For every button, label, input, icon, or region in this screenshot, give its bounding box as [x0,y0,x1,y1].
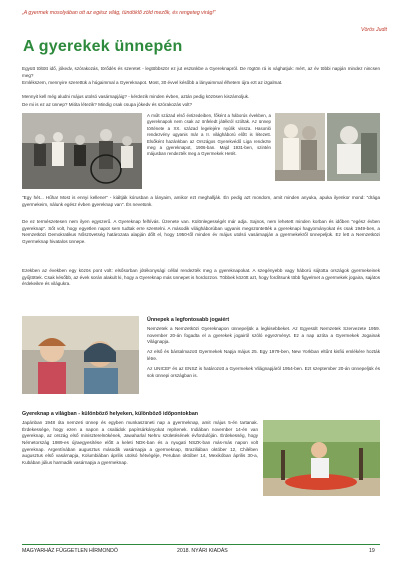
body-paragraph-1: De ez természetesen nem ilyen egyszerű. A Gyereknap felhívás. Üzenete van. Különlegességét már adja. Sajnos, nem lehetett minden korban és időben "egész évben gyereknap". Sőt volt, hogy egyetlen napot sem tudtak erre szentelni. A második világháborúban ugyanis megszüntették a gyereknapi hagyományokat és csak 1949-ben, a Nemzetközi Demokratikus Nőszövetség határozata alapján dőlt el, hogy 1950-től minden év május utolsó vasárnapján a gyermekekről ünnepeljük. Ez lett a Nemzetközi Gyermeknap hivatalos ünnepe. [22,219,380,244]
rights-paragraph-2: Az első és bántalmazott Gyermekek Napja május 25. Egy 1979-ben, New Yorkban eltűnt kisfiú emlékére hozták létre. [147,349,380,361]
historic-children-photo [22,113,142,189]
playground-photo [263,420,380,496]
epigraph-quote: „A gyermek mosolyában ott az egész világ, tündöklő zöld mezők, és rengeteg virág!” [22,10,216,16]
rights-heading: Ünnepek a legfontosabb jogaiért [147,317,230,323]
footer-publication: MAGYARHÁZ FÜGGETLEN HÍRMONDÓ [22,548,118,554]
rights-paragraph-3: Az UNICEF és az ENSZ is határozott a Gyermekek Világnapjáról 1954-ben. Ezt szeptember 20-án ünnepeljük és sok ünnepi országban is. [147,366,380,378]
memory-paragraph: "Egy hét... Hűha! Most is ennyi kellene!" - kiáltják kórusban a lányaim, amikor ezt meghallják. Én pedig azt mondom, amit minden anyuka, apuka ilyenkor mond: "drága gyermekeim, nálunk egész évben gyereknap van". És nevetünk. [22,195,380,207]
intro-paragraph-2: Emlékszem, mennyire szerettük a húgaimmal a Gyereknapot. Most, 30 évvel később a lányaimmal élhetem újra ezt az izgalmat. [22,80,283,85]
world-heading: Gyereknap a világban - különböző helyeken, különböző időpontokban [22,411,198,417]
intro-paragraph-4: De mi is ez az ünnep? Mióta létezik? Mindig csak csupa jókedv és szórakozás volt? [22,102,193,107]
footer-edition: 2018. NYÁRI KIADÁS [177,548,228,554]
body-paragraph-2: Ezekben az években egy közös pont volt: elsősorban jótékonysági céllal rendezték meg a gyereknapokat. A szegényebb vagy háború sújtotta országok gyermekeinek gyűjtöttek. Csak később, az évek során alakult ki, hogy a Gyereknap más ünnepet is hordozzon. Többek között azt, hogy fordítsunk több figyelmet a gyermekek jogaira, sajátos érdekeikre és világukra. [22,268,380,287]
children-playing-photo [22,316,139,394]
footer-page-number: 19 [369,548,375,554]
historic-girls-photo [275,113,325,181]
epigraph-author: Vörös Judit [361,27,387,33]
rights-paragraph-1: Nemzetek a Nemzetközi Gyereknapon ünnepeljük a legkisebbeket. Az Egyesült Nemzetek Szervezete 1959. november 20-án fogadta el a gyerekek jogairól szóló egyezményt. Ez a nap azóta a Gyermekek Jogainak Világnapja. [147,326,380,345]
article-title: A gyerekek ünnepén [23,38,183,55]
intro-paragraph-1: Együtt töltött idő, jókedv, szórakozás, törődés és szeretet - legtöbbször ez jut eszünkbe a Gyereknapról. De rögtön rá is vághatjuk: mért, az év többi napján mindez nincsen meg? [22,66,380,78]
footer-rule [22,544,380,545]
historic-child-photo [327,113,380,181]
history-paragraph: A múlt század első évtizedeiben, főként a háborús években, a gyereknapok nem csak az önfeledt játékról szóltak. Az ünnep története a XX. század legelejére nyúlik vissza. Hasonló rendezvény ugyanis már a II. világháború előtt is létezett. Elsőként hazánkban az Országos Gyerekvédő Liga rendezte meg a gyereknapot, 1906-ban. Majd 1931-ben, szintén májusban rendezték meg a Gyermekek Hetét. [147,113,271,157]
world-paragraph: Japánban 1948 óta nemzeti ünnep és egyben munkaszüneti nap a gyermeknap, amit május 5-én tartanak. Érdekessége, hogy ezen a napon a családok papírsárkányokat repítenek. Indiában november 14-én van gyereknap, az ország első miniszterelnökének, Jawaharlal Nehru születésének évfordulóján. Érdekesség, hogy Németország 1989-es újraegyesítése előtt a keleti NDK-ban és a nyugati NSZK-ban más-más napon volt gyereknap. Argentínában augusztus második vasárnapja a gyermeknap, Braziliában október 12, Chilében augusztus első vasárnapja, Kolumbiában április utolsó hétvégéje, Peruban október 14, Mexikóban április 30-a, Kubában július harmadik vasárnapja a gyermeknap. [22,420,258,465]
intro-paragraph-3: Mennyit kell még aludni május utolsó vasárnapjáig? - kérdezik minden évben, aztán pedig közösen kiszámoljuk. [22,94,250,99]
